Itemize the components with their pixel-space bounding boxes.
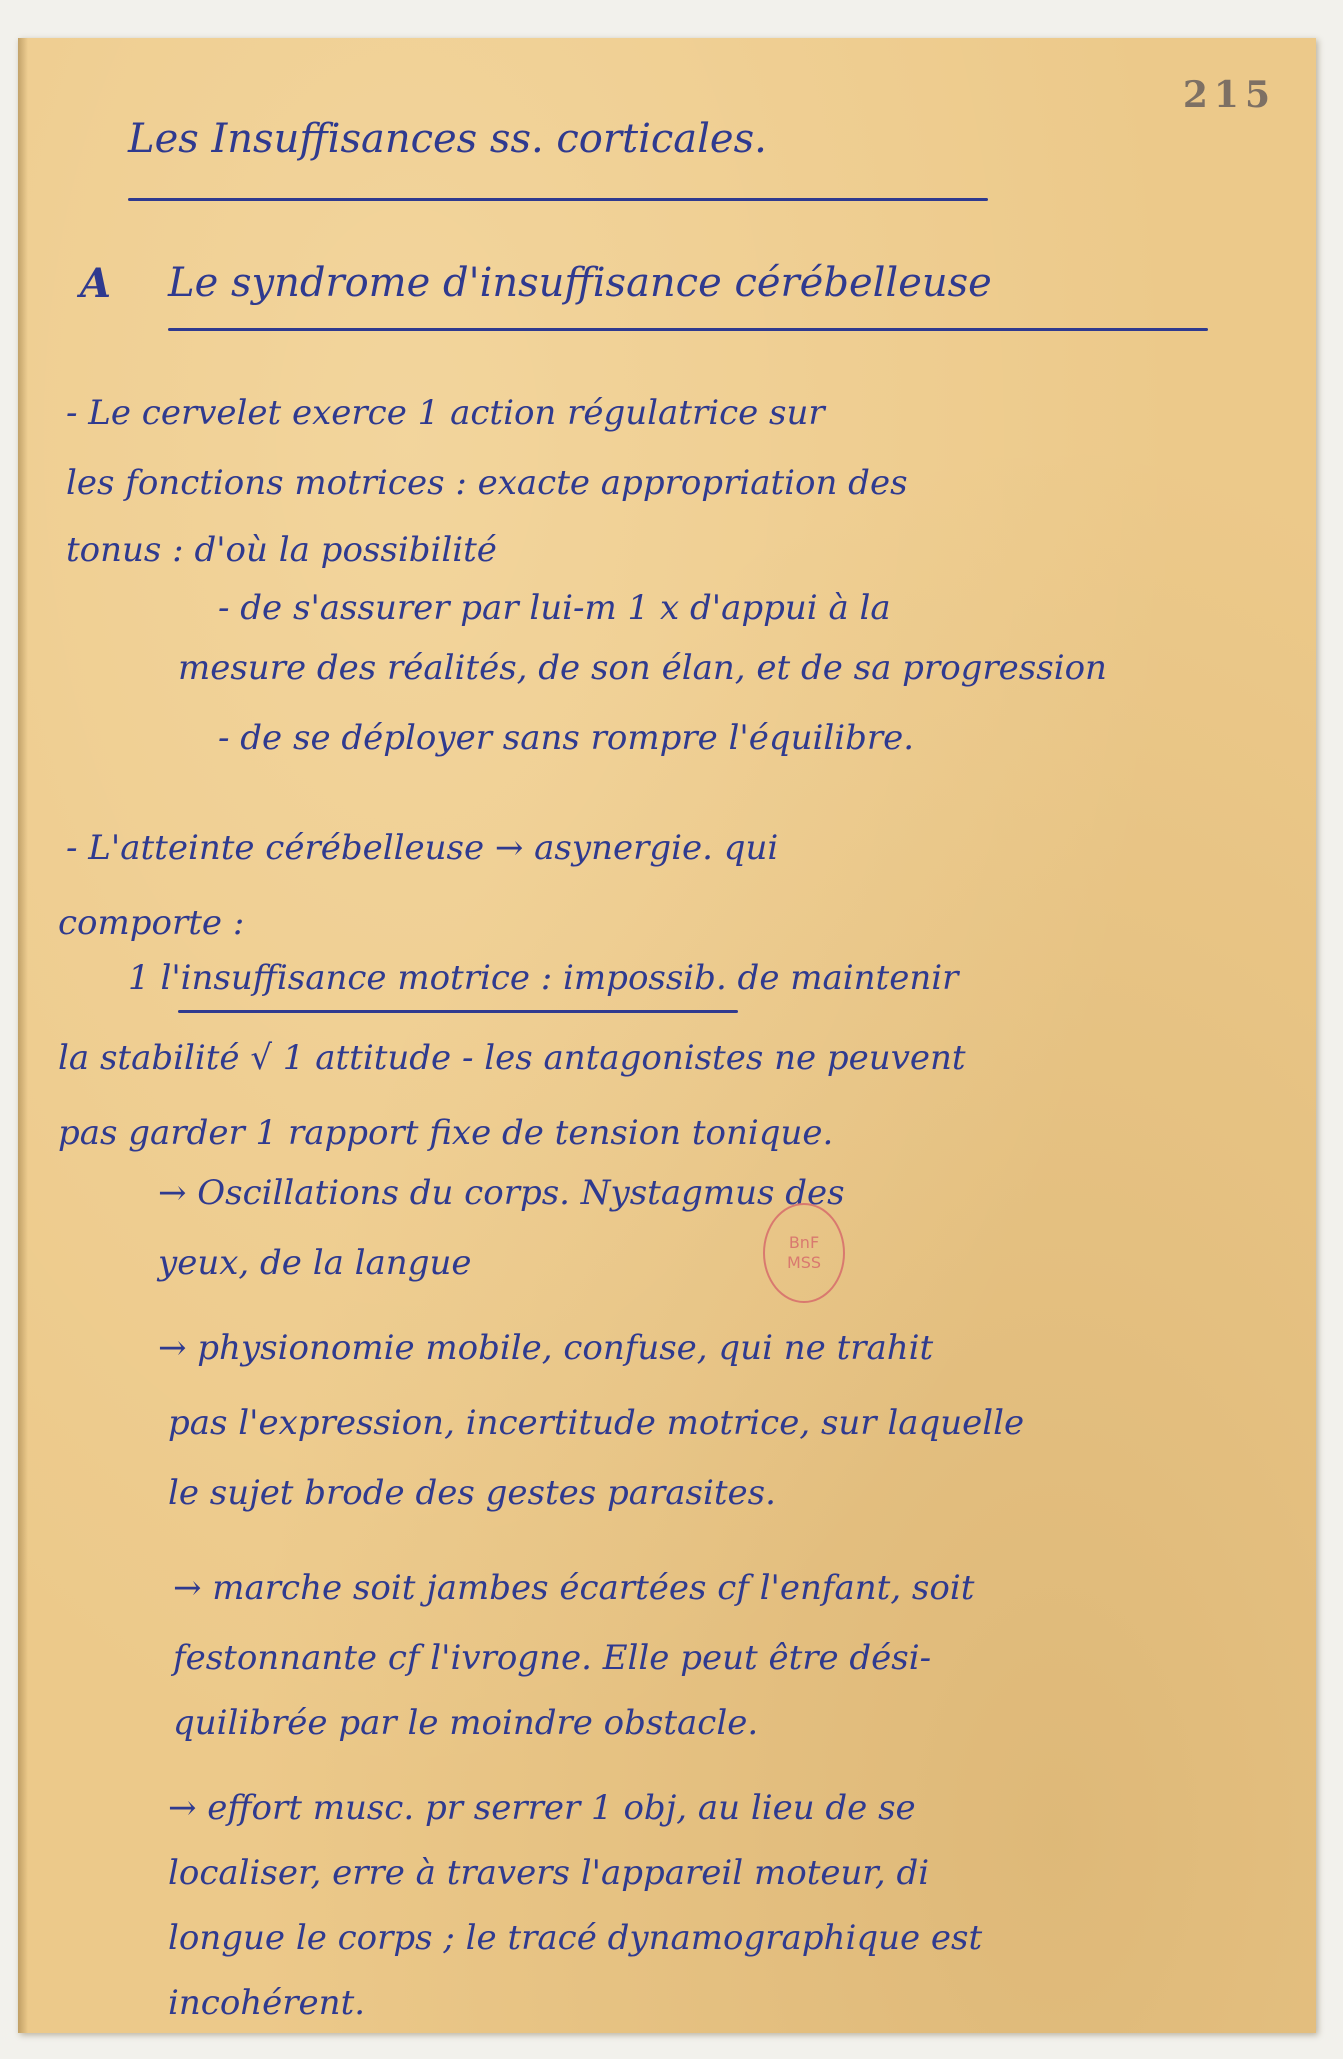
insufficiency-underline (178, 1010, 738, 1013)
text-line: pas l'expression, incertitude motrice, sur laquelle (168, 1403, 1025, 1443)
page-title: Les Insuffisances ss. corticales. (128, 116, 767, 162)
bnf-library-stamp (763, 1203, 845, 1303)
text-line: tonus : d'où la possibilité (66, 530, 497, 570)
text-line: mesure des réalités, de son élan, et de sa progression (178, 648, 1107, 688)
stamp-line: BnF (788, 1233, 820, 1252)
text-line: 1 l'insuffisance motrice : impossib. de maintenir (128, 958, 959, 998)
text-line: la stabilité √ 1 attitude - les antagonistes ne peuvent (58, 1038, 966, 1078)
section-letter: A (80, 260, 112, 307)
text-line: - L'atteinte cérébelleuse → asynergie. qui (66, 828, 779, 868)
page-number: 215 (1182, 74, 1276, 116)
text-line: pas garder 1 rapport fixe de tension tonique. (58, 1113, 834, 1153)
text-line: - de se déployer sans rompre l'équilibre. (218, 718, 915, 758)
text-line: longue le corps ; le tracé dynamographique est (168, 1918, 983, 1958)
stamp-line: MSS (786, 1253, 822, 1272)
notebook-page (18, 38, 1316, 2033)
text-line: les fonctions motrices : exacte appropriation des (66, 463, 908, 503)
page-binding-edge (18, 38, 28, 2033)
text-line: yeux, de la langue (158, 1243, 472, 1283)
text-line: - de s'assurer par lui-m 1 x d'appui à la (218, 588, 891, 628)
text-line: festonnante cf l'ivrogne. Elle peut être dési- (173, 1638, 932, 1678)
text-line: → effort musc. pr serrer 1 obj, au lieu de se (168, 1788, 916, 1828)
text-line: localiser, erre à travers l'appareil moteur, di (168, 1853, 930, 1893)
section-heading: Le syndrome d'insuffisance cérébelleuse (168, 260, 992, 306)
title-underline (128, 198, 988, 201)
text-line: → Oscillations du corps. Nystagmus des (158, 1173, 845, 1213)
text-line: → physionomie mobile, confuse, qui ne trahit (158, 1328, 934, 1368)
section-underline (168, 328, 1208, 331)
text-line: quilibrée par le moindre obstacle. (173, 1703, 759, 1743)
text-line: - Le cervelet exerce 1 action régulatrice sur (66, 393, 825, 433)
text-line: → marche soit jambes écartées cf l'enfant, soit (173, 1568, 975, 1608)
text-line: le sujet brode des gestes parasites. (168, 1473, 776, 1513)
text-line: comporte : (58, 903, 245, 943)
text-line: incohérent. (168, 1983, 366, 2023)
